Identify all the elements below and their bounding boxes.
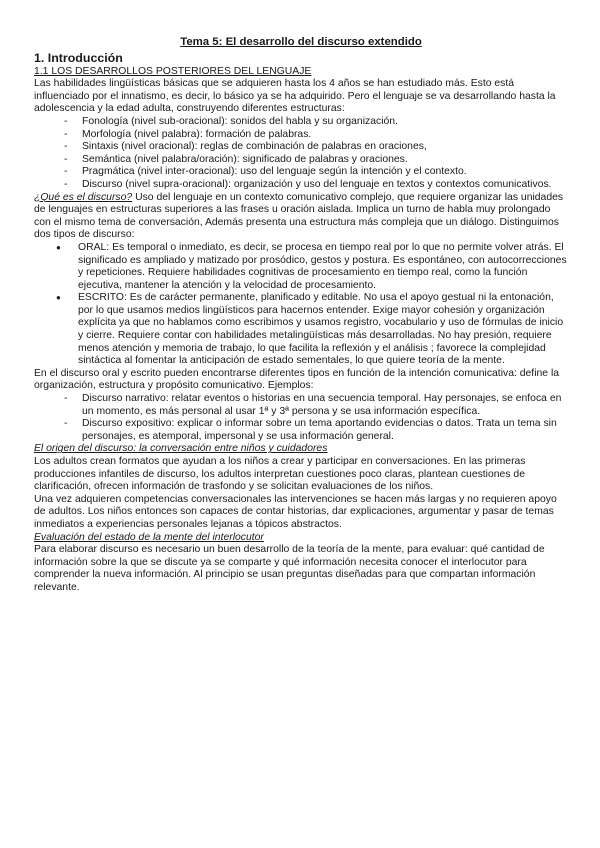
list-item-oral: ● ORAL: Es temporal o inmediato, es decir, se procesa en tiempo real por lo que no permite volver atrás. El significado es ampliado y matizado por prosódico, gestos y postura. Es espontáneo, con autocorrecciones y repeticiones. Requiere habilidades cognitivas de procesamiento en tiempo real, como la función ejecutiva, mantener la atención y la velocidad de procesamiento. (56, 242, 568, 292)
types-paragraph: En el discurso oral y escrito pueden encontrarse diferentes tipos en función de la intención comunicativa: define la organización, estructura y propósito comunicativo. Ejemplos: (34, 367, 560, 392)
examples-list (34, 393, 568, 443)
origin-paragraph-1: Los adultos crean formatos que ayudan a los niños a crear y participar en conversaciones. En las primeras producciones infantiles de discurso, los adultos interpretan cuestiones poco claras, plantean cuestiones de clarificación, ofrecen información de trasfondo y se solicitan evaluaciones de los niños. (34, 456, 526, 493)
origin-heading: El origen del discurso: la conversación entre niños y cuidadores (34, 443, 328, 455)
list-item: - Semántica (nivel palabra/oración): significado de palabras y oraciones. (64, 154, 568, 167)
list-item: - Sintaxis (nivel oracional): reglas de combinación de palabras en oraciones, (64, 141, 568, 154)
discurso-text: Uso del lenguaje en un contexto comunicativo complejo, que requiere organizar las unidades de lenguajes en estructuras superiores a las frases u oración aislada. Implica un turno de habla muy prolongado con el mismo tema de conversación, Además presenta una estructura más compleja que un diálogo. Distinguimos dos tipos de discurso: (34, 191, 564, 241)
origin-paragraph-2: Una vez adquieren competencias conversacionales las intervenciones se hacen más largas y no requieren apoyo de adultos. Los niños entonces son capaces de contar historias, dar explicaciones, argumentar y pasar de temas inmediatos a experiencias personales lejanas a tópicos abstractos. (34, 493, 557, 530)
list-item: - Discurso expositivo: explicar o informar sobre un tema aportando evidencias o datos. Trata un tema sin personajes, es atemporal, impersonal y se usa información general. (64, 418, 568, 443)
discurso-definition (34, 192, 568, 242)
document-title: Tema 5: El desarrollo del discurso extendido (180, 36, 422, 48)
discourse-types-list (34, 242, 568, 368)
subsection-heading: 1.1 LOS DESARROLLOS POSTERIORES DEL LENGUAJE (34, 65, 312, 77)
evaluation-paragraph: Para elaborar discurso es necesario un buen desarrollo de la teoría de la mente, para evaluar: qué cantidad de información sobre la que se discute ya se comparte y qué información necesita conocer el interlocutor para comprender la nueva información. Al principio se usan preguntas diseñadas para que compartan información relevante. (34, 544, 545, 593)
list-item: - Discurso (nivel supra-oracional): organización y uso del lenguaje en textos y contextos comunicativos. (64, 179, 568, 192)
list-item: - Discurso narrativo: relatar eventos o historias en una secuencia temporal. Hay personajes, se enfoca en un momento, es más personal al usar 1ª y 3ª persona y se usa información específica. (64, 393, 568, 418)
list-item-escrito: ● ESCRITO: Es de carácter permanente, planificado y editable. No usa el apoyo gestual ni la entonación, por lo que usamos medios lingüísticos para hacernos entender. Exige mayor cohesión y organización explícita ya que no hablamos como escribimos y usamos registro, vocabulario y uso de fórmulas de inicio y cierre. Requiere contar con habilidades metalingüísticas más desarrolladas. No hay presión, requiere menos atención y memoria de trabajo, lo que facilita la reflexión y el análisis ; favorece la complejidad sintáctica al fomentar la anticipación de estado sementales, lo que quiere teoría de la mente. (56, 292, 568, 368)
list-item: - Morfología (nivel palabra): formación de palabras. (64, 129, 568, 142)
list-item: - Fonología (nivel sub-oracional): sonidos del habla y su organización. (64, 116, 568, 129)
list-item: - Pragmática (nivel inter-oracional): uso del lenguaje según la intención y el contexto. (64, 166, 568, 179)
evaluation-heading: Evaluación del estado de la mente del interlocutor (34, 531, 264, 543)
intro-paragraph: Las habilidades lingüísticas básicas que se adquieren hasta los 4 años se han estudiado más. Esto está influenciado por el innatismo, es decir, lo básico ya se ha adquirido. Pero el lenguaje se va desarrollando hasta la adolescencia y la edad adulta, construyendo diferentes estructuras: (34, 78, 556, 115)
section-heading-introduccion: 1. Introducción (34, 50, 123, 65)
discurso-question: ¿Qué es el discurso? (34, 191, 133, 203)
structures-list (34, 116, 568, 192)
